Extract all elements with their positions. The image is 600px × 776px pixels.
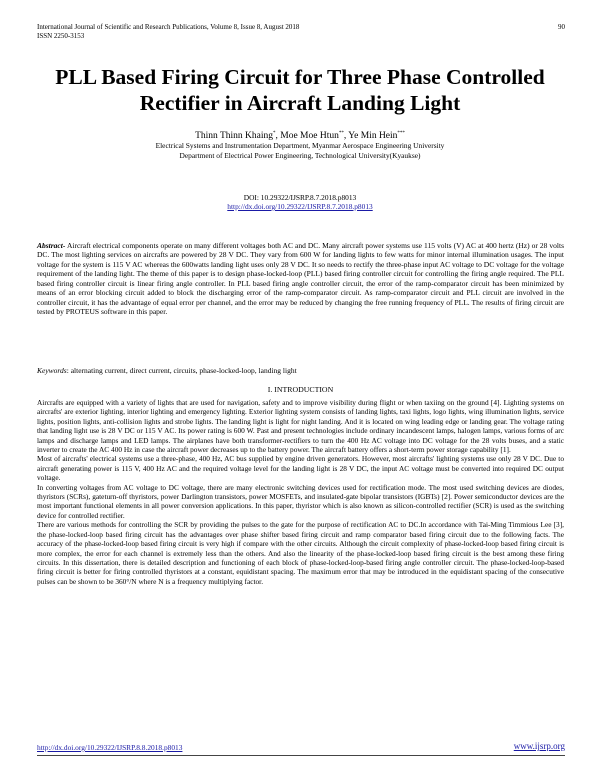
affiliations xyxy=(40,141,560,160)
abstract xyxy=(37,241,564,317)
author-2-mark: ** xyxy=(338,131,344,136)
author-list xyxy=(40,128,560,142)
author-separator: , xyxy=(275,131,281,141)
paragraph-4: There are various methods for controlling the SCR by providing the pulses to the gate for the purpose of rectification AC to DC.In accordance with Tai-Ming Timmious Lee [3], the phase-locked-loop based firing circuit has the advantages over phase shifter based firing circuit and ramp comparator based firing circuit due to the following facts. The accuracy of the phase-locked-loop based firing circuit is very high if compare with the other circuits. Although the circuit complexity of phase-locked-loop based firing circuit is more complex, the error for each channel is extremely less than the others. And also the linearity of the phase-locked-loop based firing circuit is the best among these firing circuits. In this dissertation, there is detailed description and functioning of each block of phase-locked-loop-based firing angle controller circuit. The phase-locked-loop-based firing circuit is better for firing controlled thyristors at a constant, equidistant spacing. The maximum error that may be introduced in the equidistant spacing of the consecutive pulses can be shown to be 360°/N where N is a frequency multiplying factor. xyxy=(37,520,564,586)
abstract-text: Aircraft electrical components operate on many different voltages both AC and DC. Many aircraft power systems use 115 volts (V) AC at 400 hertz (Hz) or 28 volts DC. The most lighting services on aircrafts are powered by 28 V DC. They vary from 600 W for landing lights to few watts for minor internal illumination usages. The input voltage for the system is 115 V AC whereas the 600watts landing light uses only 28 V DC. It so needs to rectify the three-phase input AC voltage to DC voltage for the voltage requirement of the landing light. The theme of this paper is to design phase-locked-loop (PLL) based firing controller circuit for controlling the firing angle required. The PLL based firing controller circuit is linear firing angle controller. In PLL based firing angle controller circuit, the error of the ramp-comparator circuit has been minimized by means of an error blocking circuit added to block the discharging error of the ramp-comparator circuit. As ramp-comparator circuit and PLL circuit are involved in the controller circuit, it has the advantage of equal error per channel, and the error may be reduced by changing the free running frequency of PLL. The results of firing circuit are tested by PROTEUS software in this paper. xyxy=(37,241,564,317)
author-2: Moe Moe Htun xyxy=(280,131,339,141)
author-1-mark: * xyxy=(273,131,276,136)
footer-site-link[interactable]: www.ijsrp.org xyxy=(513,741,565,751)
title-line-1: PLL Based Firing Circuit for Three Phase Controlled xyxy=(55,65,545,89)
paragraph-1: Aircrafts are equipped with a variety of lights that are used for navigation, safety and to improve visibility during flight or when taxiing on the ground [4]. Lighting systems on aircrafts' are exterior lighting, interior lighting and emergency lighting. Exterior lighting system consists of landing lights, taxi lights, logo lights, wing illumination lights, service lights, position lights, anti-collision lights and strobe lights. The landing light is light for night landing. And it is located on wing leading edge or landing gear. The voltage rating that landing light use is 28 V DC or 115 V AC. Its power rating is 600 W. Past and present technologies include ordinary incandescent lamps, halogen lamps, various forms of arc lamps and discharge lamps and LED lamps. The airplanes have both transformer-rectifiers to turn the 400 Hz AC voltage into DC voltage for the 28 volts buses, and a static inverter to create the AC 400 Hz in case the aircraft power decreases up to the battery power. The aircraft battery offers a short-term power storage capability [1]. xyxy=(37,398,564,455)
body-text xyxy=(37,398,564,586)
section-heading: I. INTRODUCTION xyxy=(267,385,334,394)
keywords xyxy=(37,366,564,376)
author-3-mark: *** xyxy=(397,131,405,136)
keywords-label: Keywords xyxy=(37,366,67,375)
issn: ISSN 2250-3153 xyxy=(37,32,85,40)
footer-doi-link[interactable]: http://dx.doi.org/10.29322/IJSRP.8.8.2018.p8013 xyxy=(37,743,183,752)
page-footer xyxy=(37,743,565,752)
author-1: Thinn Thinn Khaing xyxy=(195,131,273,141)
title-line-2: Rectifier in Aircraft Landing Light xyxy=(139,91,461,115)
running-header xyxy=(37,23,565,41)
author-3: Ye Min Hein xyxy=(348,131,398,141)
journal-name: International Journal of Scientific and Research Publications, Volume 8, Issue 8, August 2018 xyxy=(37,23,300,31)
keywords-text: : alternating current, direct current, circuits, phase-locked-loop, landing light xyxy=(66,366,297,375)
doi-link[interactable]: http://dx.doi.org/10.29322/IJSRP.8.7.2018.p8013 xyxy=(227,202,373,211)
doi-block xyxy=(40,193,560,211)
paper-title xyxy=(40,64,560,116)
affiliation-2: Department of Electrical Power Engineering, Technological University(Kyaukse) xyxy=(179,150,421,160)
author-separator: , xyxy=(343,131,349,141)
paragraph-2: Most of aircrafts' electrical systems use a three-phase, 400 Hz, AC bus supplied by engine driven generators. However, most aircrafts' lighting systems use only 28 V DC. Due to aircraft generating power is 115 V, 400 Hz AC and the required voltage level for the landing light is 28 V DC, the input AC voltage must be converted into required DC output voltage. xyxy=(37,454,564,483)
doi-text: DOI: 10.29322/IJSRP.8.7.2018.p8013 xyxy=(243,193,357,202)
affiliation-1: Electrical Systems and Instrumentation Department, Myanmar Aerospace Engineering University xyxy=(155,141,445,150)
page-number: 90 xyxy=(558,23,565,31)
footer-rule xyxy=(37,755,565,756)
abstract-label: Abstract- xyxy=(37,241,66,250)
paragraph-3: In converting voltages from AC voltage to DC voltage, there are many electronic switching devices used for rectification mode. The most used switching devices are diodes, thyristors (SCRs), gateturn-off thyristors, power Darlington transistors, power MOSFETs, and insulated-gate bipolar transistors (IGBTs) [2]. Power semiconductor devices are the most important functional elements in all power conversion applications. In this paper, thyristor which is also known as silicon-controlled rectifier (SCR) is used as the switching device for controlled rectifier. xyxy=(37,482,564,520)
